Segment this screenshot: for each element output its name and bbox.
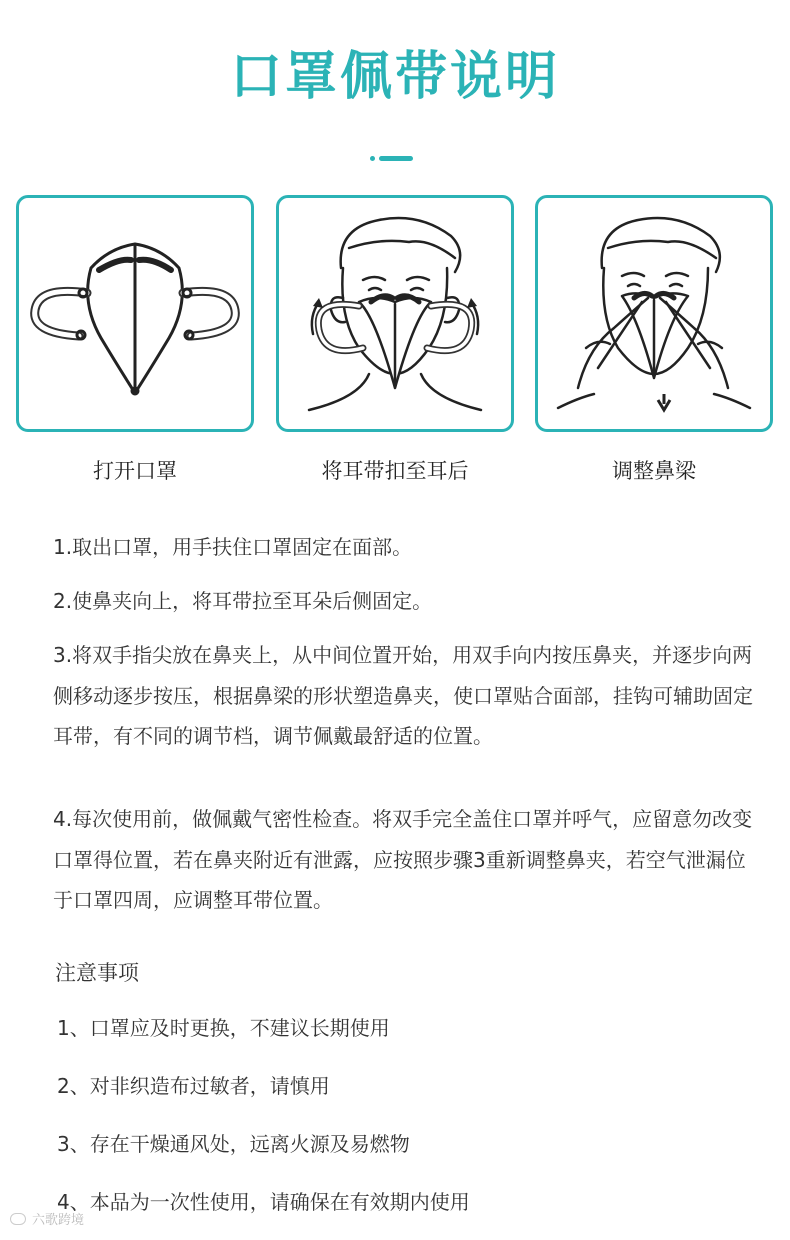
step-panel-adjust-nose [535,195,773,432]
note-item: 2、对非织造布过敏者，请慎用 [57,1074,330,1098]
title-divider-bar [379,156,413,161]
ear-strap-illustration [279,198,511,429]
page-title: 口罩佩带说明 [229,47,560,107]
adjust-nose-illustration [538,198,770,429]
mask-open-illustration [19,198,251,429]
step-panel-open-mask [16,195,254,432]
note-item: 1、口罩应及时更换，不建议长期使用 [57,1016,390,1040]
instruction-2: 2.使鼻夹向上，将耳带拉至耳朵后侧固定。 [53,589,433,613]
note-item: 4、本品为一次性使用，请确保在有效期内使用 [57,1190,470,1214]
watermark [10,1212,84,1230]
step-caption-adjust-nose: 调整鼻梁 [612,459,696,483]
instruction-1: 1.取出口罩，用手扶住口罩固定在面部。 [53,535,413,559]
note-item: 3、存在干燥通风处，远离火源及易燃物 [57,1132,410,1156]
step-caption-open-mask: 打开口罩 [93,459,177,483]
watermark-logo-icon [10,1213,26,1225]
step-caption-ear-strap: 将耳带扣至耳后 [321,459,469,483]
notes-heading: 注意事项 [55,961,139,985]
instruction-4: 4.每次使用前，做佩戴气密性检查。将双手完全盖住口罩并呼气，应留意勿改变口罩得位置，若在鼻夹附近有泄露，应按照步骤3重新调整鼻夹，若空气泄漏位于口罩四周，应调整耳带位置。 [53,807,753,912]
step-panel-ear-strap [276,195,514,432]
title-divider-dot [370,156,375,161]
instruction-3: 3.将双手指尖放在鼻夹上，从中间位置开始，用双手向内按压鼻夹，并逐步向两侧移动逐步按压，根据鼻梁的形状塑造鼻夹，使口罩贴合面部，挂钩可辅助固定耳带，有不同的调节档，调节佩戴最舒适的位置。 [53,643,753,748]
watermark-text: 六歌跨境 [32,1213,85,1228]
title-divider [370,156,414,161]
